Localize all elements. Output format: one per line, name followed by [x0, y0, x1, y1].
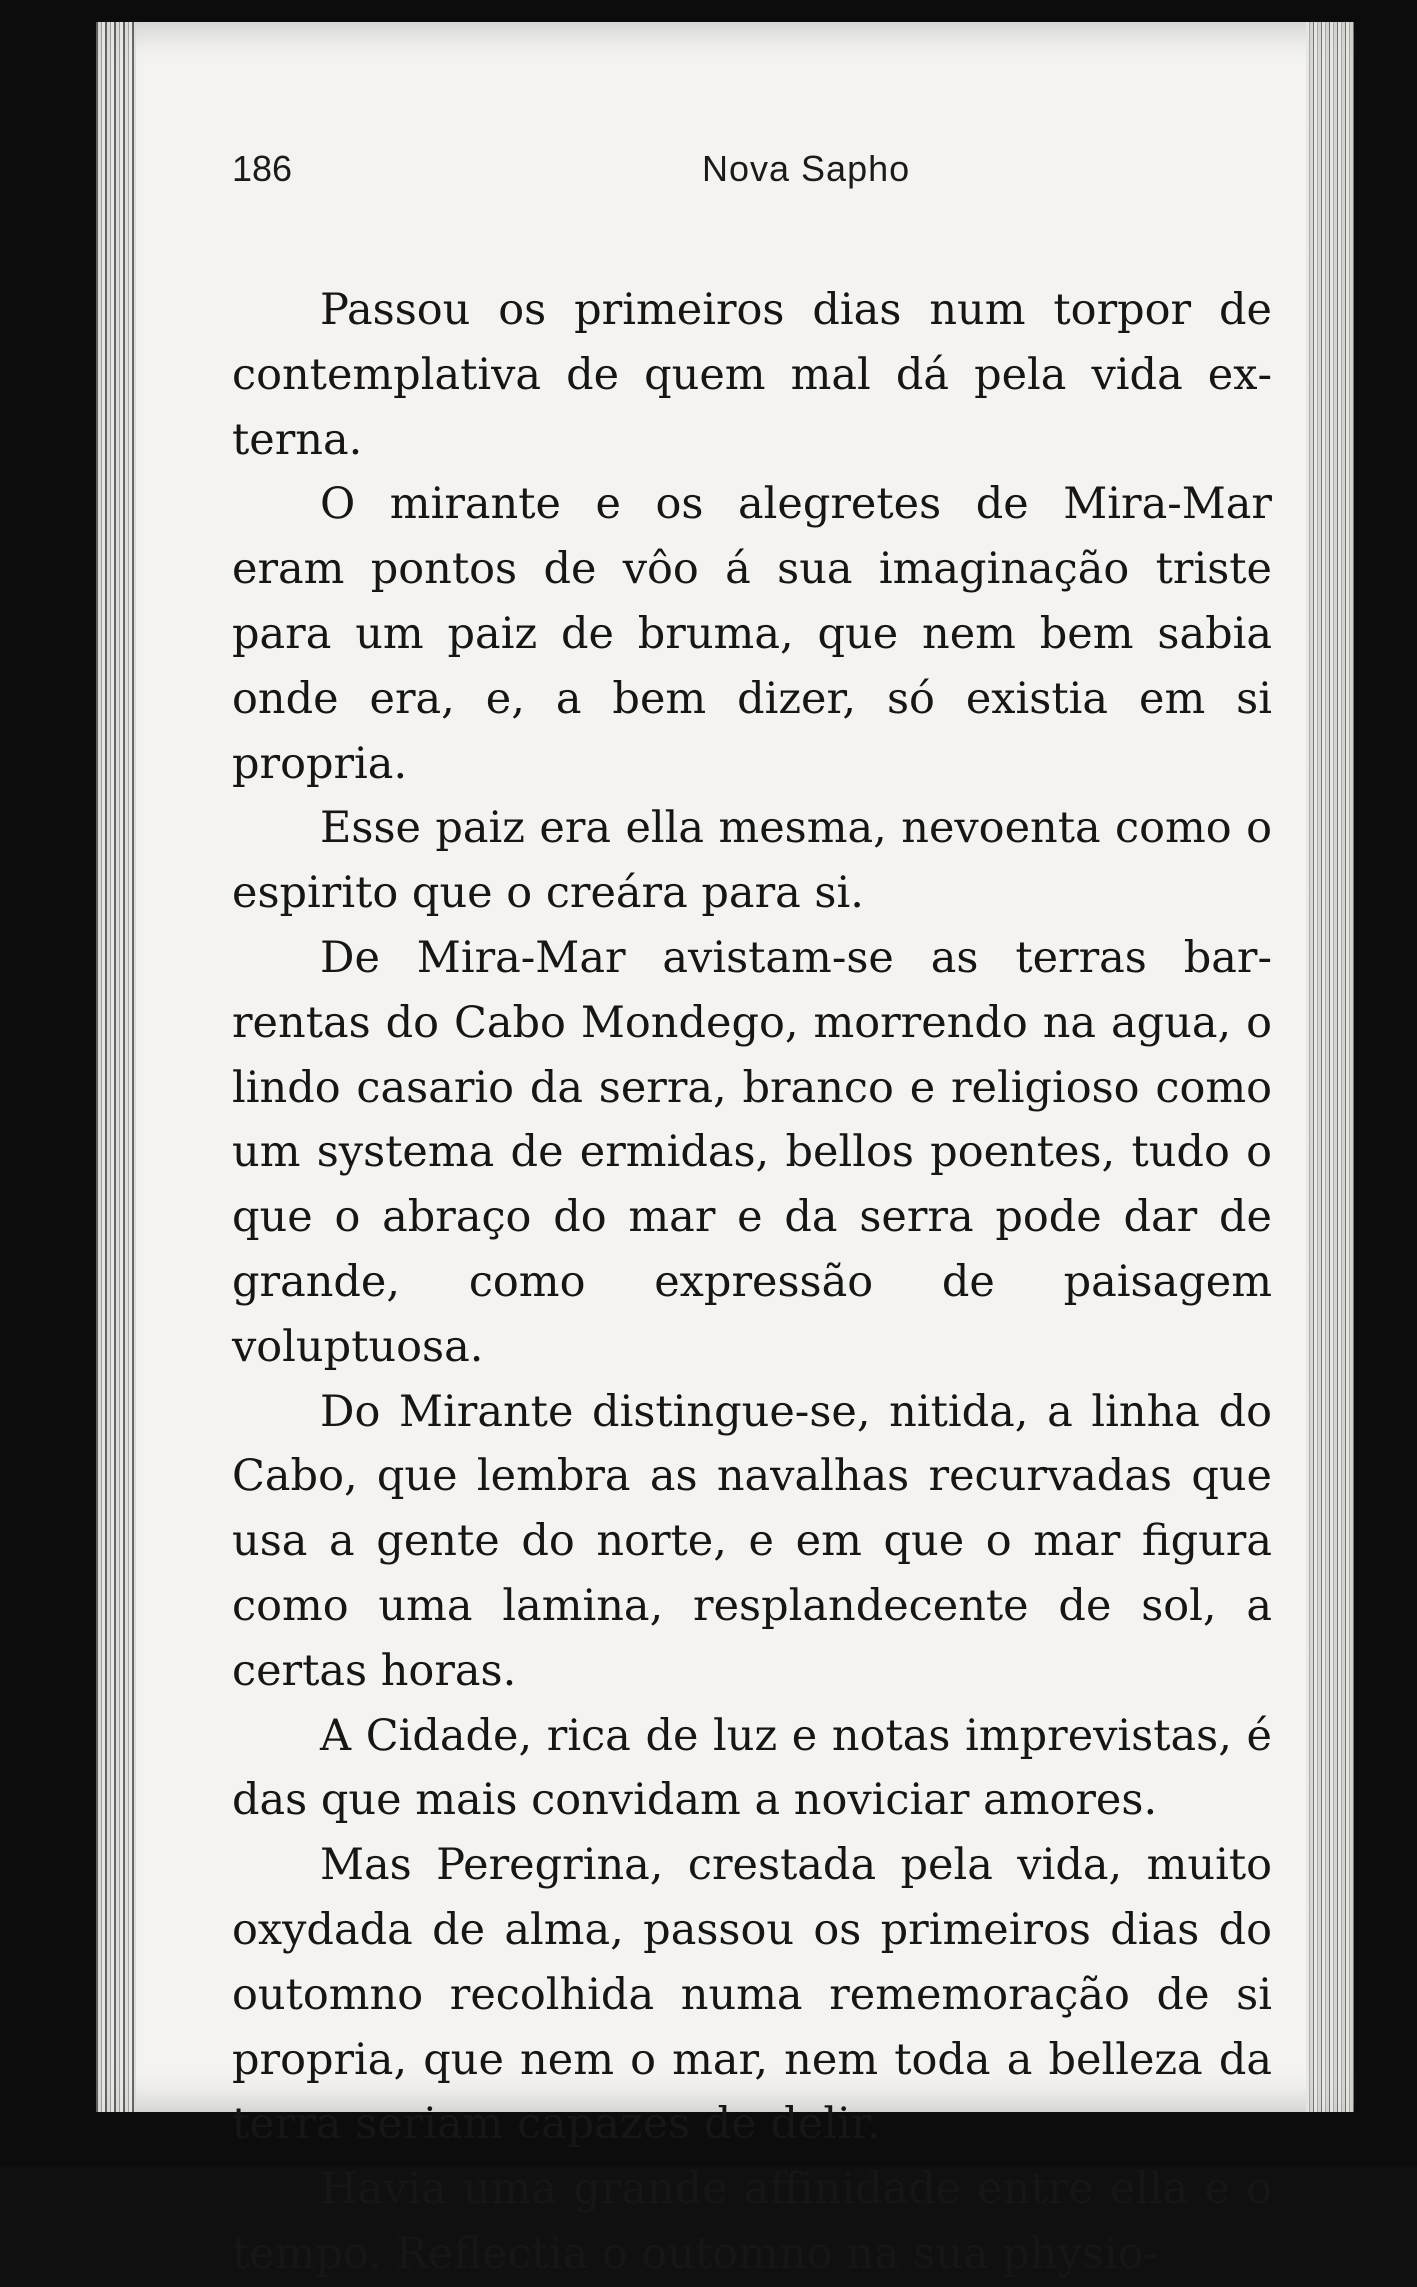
paragraph: A Cidade, rica de luz e notas imprevistas, é das que mais convidam a noviciar amores.	[232, 1710, 1272, 1826]
paragraph: Esse paiz era ella mesma, nevoenta como o espirito que o creára para si.	[232, 803, 1272, 919]
paragraph: Mas Peregrina, crestada pela vida, muito oxydada de alma, passou os primeiros dias do outomno recolhida numa rememoração de si propria, que nem o mar, nem toda a belleza da terra seriam capazes de delir.	[232, 1840, 1272, 2150]
paragraph: De Mira-Mar avistam-se as terras barrentas do Cabo Mondego, morrendo na agua, o lindo casario da serra, branco e religioso como um systema de ermidas, bellos poentes, tudo o que o abraço do mar e da serra pode dar de grande, como expressão de paisagem voluptuosa.	[232, 932, 1272, 1372]
running-head	[232, 148, 1272, 208]
page-edge-left	[96, 22, 136, 2112]
paragraph: Havia uma grande affinidade entre ella e o tempo. Reflectia o outomno na sua physio-	[232, 2164, 1272, 2279]
paragraph: O mirante e os alegretes de Mira-Mar eram pontos de vôo á sua imaginação triste para um paiz de bruma, que nem bem sabia onde era, e, a bem dizer, só existia em si propria.	[232, 479, 1272, 789]
body-text	[232, 278, 1272, 2287]
running-title: Nova Sapho	[702, 148, 911, 189]
page-number: 186	[232, 148, 293, 189]
paragraph: Passou os primeiros dias num torpor de contemplativa de quem mal dá pela vida externa.	[232, 285, 1272, 465]
page-edge-right	[1306, 22, 1354, 2112]
paragraph: Do Mirante distingue-se, nitida, a linha do Cabo, que lembra as navalhas recurvadas que usa a gente do norte, e em que o mar figura como uma lamina, resplandecente de sol, a certas horas.	[232, 1386, 1272, 1696]
